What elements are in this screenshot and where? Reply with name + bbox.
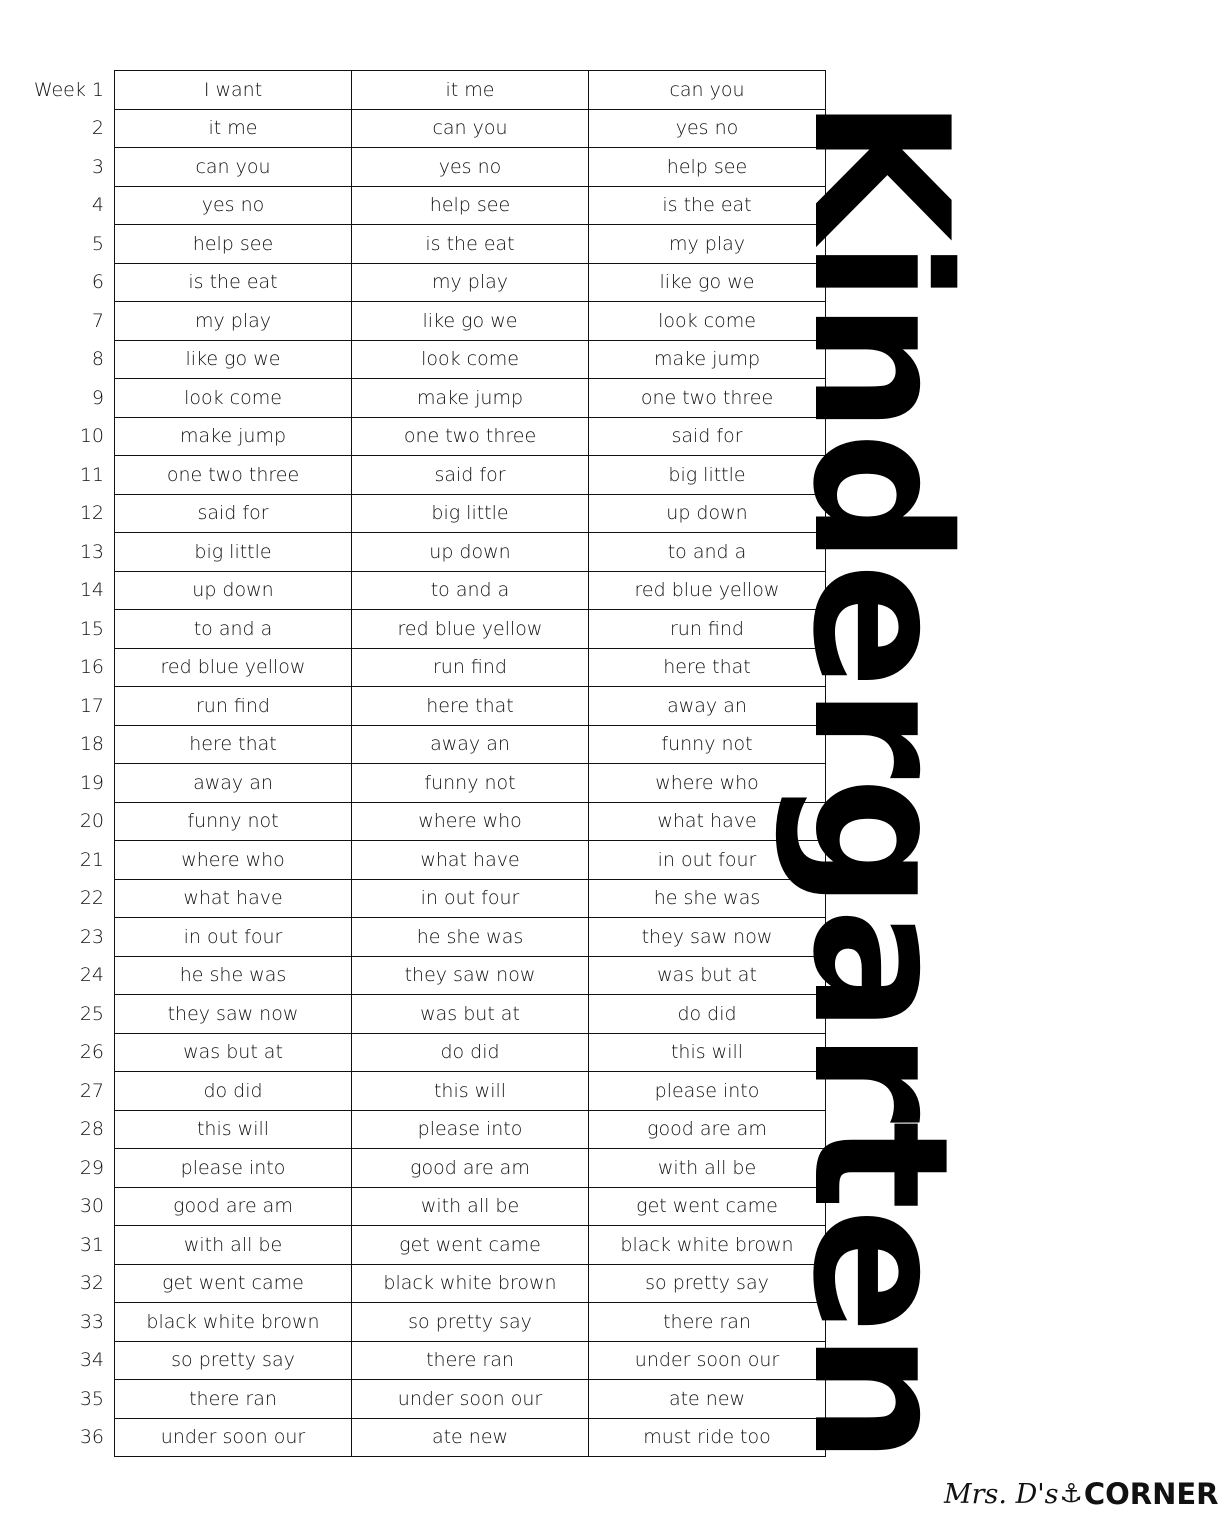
word-cell: red blue yellow xyxy=(115,648,352,687)
word-cell: one two three xyxy=(589,379,826,418)
word-cell: what have xyxy=(589,802,826,841)
word-cell: good are am xyxy=(115,1187,352,1226)
week-label: Week 1 xyxy=(33,78,104,101)
word-cell: run find xyxy=(115,687,352,726)
word-cell: big little xyxy=(589,456,826,495)
word-cell: with all be xyxy=(115,1226,352,1265)
word-cell: in out four xyxy=(352,879,589,918)
week-label: 3 xyxy=(91,155,104,178)
word-cell: black white brown xyxy=(352,1264,589,1303)
word-cell: look come xyxy=(352,340,589,379)
word-cell: like go we xyxy=(115,340,352,379)
word-cell: like go we xyxy=(589,263,826,302)
word-cell: make jump xyxy=(115,417,352,456)
week-row xyxy=(26,71,826,110)
word-cell: under soon our xyxy=(115,1418,352,1457)
week-label: 21 xyxy=(79,848,104,871)
word-cell: ate new xyxy=(352,1418,589,1457)
week-row xyxy=(26,918,826,957)
word-cell: it me xyxy=(352,71,589,110)
week-label: 29 xyxy=(79,1156,104,1179)
week-label: 23 xyxy=(79,925,104,948)
word-cell: red blue yellow xyxy=(352,610,589,649)
word-cell: under soon our xyxy=(589,1341,826,1380)
word-cell: is the eat xyxy=(352,225,589,264)
word-cell: here that xyxy=(589,648,826,687)
word-cell: can you xyxy=(115,148,352,187)
week-label: 4 xyxy=(91,194,104,217)
week-label: 14 xyxy=(79,579,104,602)
week-row xyxy=(26,687,826,726)
word-cell: with all be xyxy=(352,1187,589,1226)
week-row xyxy=(26,1303,826,1342)
word-cell: where who xyxy=(589,764,826,803)
word-cell: up down xyxy=(589,494,826,533)
week-label: 27 xyxy=(79,1079,104,1102)
word-cell: get went came xyxy=(115,1264,352,1303)
word-cell: please into xyxy=(589,1072,826,1111)
brand-corner: CORNER xyxy=(1083,1477,1219,1511)
word-cell: up down xyxy=(352,533,589,572)
word-cell: yes no xyxy=(115,186,352,225)
week-row xyxy=(26,648,826,687)
word-cell: was but at xyxy=(352,995,589,1034)
word-cell: can you xyxy=(589,71,826,110)
week-label: 15 xyxy=(79,617,104,640)
word-cell: was but at xyxy=(115,1033,352,1072)
word-cell: in out four xyxy=(589,841,826,880)
word-cell: do did xyxy=(115,1072,352,1111)
word-cell: they saw now xyxy=(352,956,589,995)
word-cell: said for xyxy=(589,417,826,456)
word-cell: there ran xyxy=(352,1341,589,1380)
page-title: Kindergarten xyxy=(772,97,989,1463)
word-cell: what have xyxy=(352,841,589,880)
week-label: 26 xyxy=(79,1041,104,1064)
word-cell: he she was xyxy=(115,956,352,995)
week-label: 18 xyxy=(79,733,104,756)
word-cell: black white brown xyxy=(115,1303,352,1342)
word-cell: to and a xyxy=(115,610,352,649)
word-cell: here that xyxy=(115,725,352,764)
week-row xyxy=(26,1418,826,1457)
word-cell: under soon our xyxy=(352,1380,589,1419)
word-cell: said for xyxy=(352,456,589,495)
word-cell: yes no xyxy=(352,148,589,187)
word-cell: good are am xyxy=(589,1110,826,1149)
week-label: 22 xyxy=(79,887,104,910)
word-cell: this will xyxy=(352,1072,589,1111)
week-row xyxy=(26,1341,826,1380)
word-cell: look come xyxy=(115,379,352,418)
week-row xyxy=(26,302,826,341)
week-row xyxy=(26,1187,826,1226)
word-cell: was but at xyxy=(589,956,826,995)
week-row xyxy=(26,263,826,302)
word-cell: like go we xyxy=(352,302,589,341)
word-cell: good are am xyxy=(352,1149,589,1188)
word-cell: so pretty say xyxy=(352,1303,589,1342)
week-row xyxy=(26,186,826,225)
word-cell: up down xyxy=(115,571,352,610)
word-cell: look come xyxy=(589,302,826,341)
word-cell: my play xyxy=(115,302,352,341)
week-label: 6 xyxy=(91,271,104,294)
week-row xyxy=(26,1033,826,1072)
word-cell: here that xyxy=(352,687,589,726)
word-cell: funny not xyxy=(352,764,589,803)
word-cell: in out four xyxy=(115,918,352,957)
word-cell: is the eat xyxy=(589,186,826,225)
word-cell: do did xyxy=(352,1033,589,1072)
week-row xyxy=(26,417,826,456)
week-label: 30 xyxy=(79,1195,104,1218)
week-label: 34 xyxy=(79,1349,104,1372)
week-row xyxy=(26,494,826,533)
week-row xyxy=(26,841,826,880)
week-label: 35 xyxy=(79,1387,104,1410)
word-cell: ate new xyxy=(589,1380,826,1419)
week-row xyxy=(26,1380,826,1419)
week-row xyxy=(26,571,826,610)
week-label: 19 xyxy=(79,771,104,794)
word-cell: funny not xyxy=(115,802,352,841)
week-row xyxy=(26,533,826,572)
week-label: 16 xyxy=(79,656,104,679)
word-cell: help see xyxy=(589,148,826,187)
word-cell: to and a xyxy=(589,533,826,572)
word-cell: there ran xyxy=(589,1303,826,1342)
word-cell: make jump xyxy=(352,379,589,418)
sight-word-table xyxy=(26,70,826,1457)
word-cell: so pretty say xyxy=(589,1264,826,1303)
word-cell: it me xyxy=(115,109,352,148)
word-cell: yes no xyxy=(589,109,826,148)
week-label: 5 xyxy=(91,232,104,255)
week-label: 25 xyxy=(79,1002,104,1025)
word-cell: he she was xyxy=(589,879,826,918)
week-label: 11 xyxy=(79,463,104,486)
week-row xyxy=(26,610,826,649)
word-cell: make jump xyxy=(589,340,826,379)
word-cell: my play xyxy=(352,263,589,302)
word-cell: please into xyxy=(352,1110,589,1149)
word-cell: is the eat xyxy=(115,263,352,302)
word-cell: help see xyxy=(352,186,589,225)
word-cell: they saw now xyxy=(589,918,826,957)
week-label: 17 xyxy=(79,694,104,717)
word-cell: where who xyxy=(115,841,352,880)
word-cell: can you xyxy=(352,109,589,148)
word-cell: with all be xyxy=(589,1149,826,1188)
week-row xyxy=(26,1264,826,1303)
word-cell: away an xyxy=(589,687,826,726)
week-row xyxy=(26,225,826,264)
week-row xyxy=(26,1149,826,1188)
word-cell: my play xyxy=(589,225,826,264)
week-row xyxy=(26,456,826,495)
week-label: 10 xyxy=(79,425,104,448)
week-label: 33 xyxy=(79,1310,104,1333)
week-row xyxy=(26,995,826,1034)
word-cell: get went came xyxy=(352,1226,589,1265)
week-row xyxy=(26,1110,826,1149)
word-cell: there ran xyxy=(115,1380,352,1419)
word-cell: help see xyxy=(115,225,352,264)
word-cell: to and a xyxy=(352,571,589,610)
word-cell: said for xyxy=(115,494,352,533)
week-row xyxy=(26,109,826,148)
week-label: 7 xyxy=(91,309,104,332)
week-label: 36 xyxy=(79,1426,104,1449)
week-label: 13 xyxy=(79,540,104,563)
word-cell: he she was xyxy=(352,918,589,957)
week-row xyxy=(26,1072,826,1111)
week-row xyxy=(26,956,826,995)
week-row xyxy=(26,764,826,803)
word-cell: big little xyxy=(352,494,589,533)
word-cell: they saw now xyxy=(115,995,352,1034)
anchor-icon: ⚓ xyxy=(1059,1479,1083,1509)
week-row xyxy=(26,725,826,764)
week-label: 12 xyxy=(79,502,104,525)
word-cell: this will xyxy=(115,1110,352,1149)
brand-script: Mrs. D's xyxy=(944,1478,1059,1510)
word-cell: funny not xyxy=(589,725,826,764)
week-label: 31 xyxy=(79,1233,104,1256)
week-label: 24 xyxy=(79,964,104,987)
word-cell: red blue yellow xyxy=(589,571,826,610)
week-row xyxy=(26,1226,826,1265)
word-cell: run find xyxy=(352,648,589,687)
word-cell: away an xyxy=(352,725,589,764)
week-row xyxy=(26,879,826,918)
week-row xyxy=(26,148,826,187)
week-row xyxy=(26,340,826,379)
word-cell: I want xyxy=(115,71,352,110)
week-label: 2 xyxy=(91,117,104,140)
word-cell: this will xyxy=(589,1033,826,1072)
word-cell: run find xyxy=(589,610,826,649)
word-cell: big little xyxy=(115,533,352,572)
week-label: 8 xyxy=(91,348,104,371)
brand-logo xyxy=(944,1472,1219,1516)
word-cell: one two three xyxy=(352,417,589,456)
word-cell: what have xyxy=(115,879,352,918)
word-cell: do did xyxy=(589,995,826,1034)
week-row xyxy=(26,379,826,418)
week-label: 9 xyxy=(91,386,104,409)
word-cell: please into xyxy=(115,1149,352,1188)
week-label: 20 xyxy=(79,810,104,833)
word-cell: away an xyxy=(115,764,352,803)
week-row xyxy=(26,802,826,841)
word-cell: black white brown xyxy=(589,1226,826,1265)
word-cell: get went came xyxy=(589,1187,826,1226)
word-cell: one two three xyxy=(115,456,352,495)
week-label: 28 xyxy=(79,1118,104,1141)
word-cell: must ride too xyxy=(589,1418,826,1457)
word-cell: where who xyxy=(352,802,589,841)
week-label: 32 xyxy=(79,1272,104,1295)
word-cell: so pretty say xyxy=(115,1341,352,1380)
